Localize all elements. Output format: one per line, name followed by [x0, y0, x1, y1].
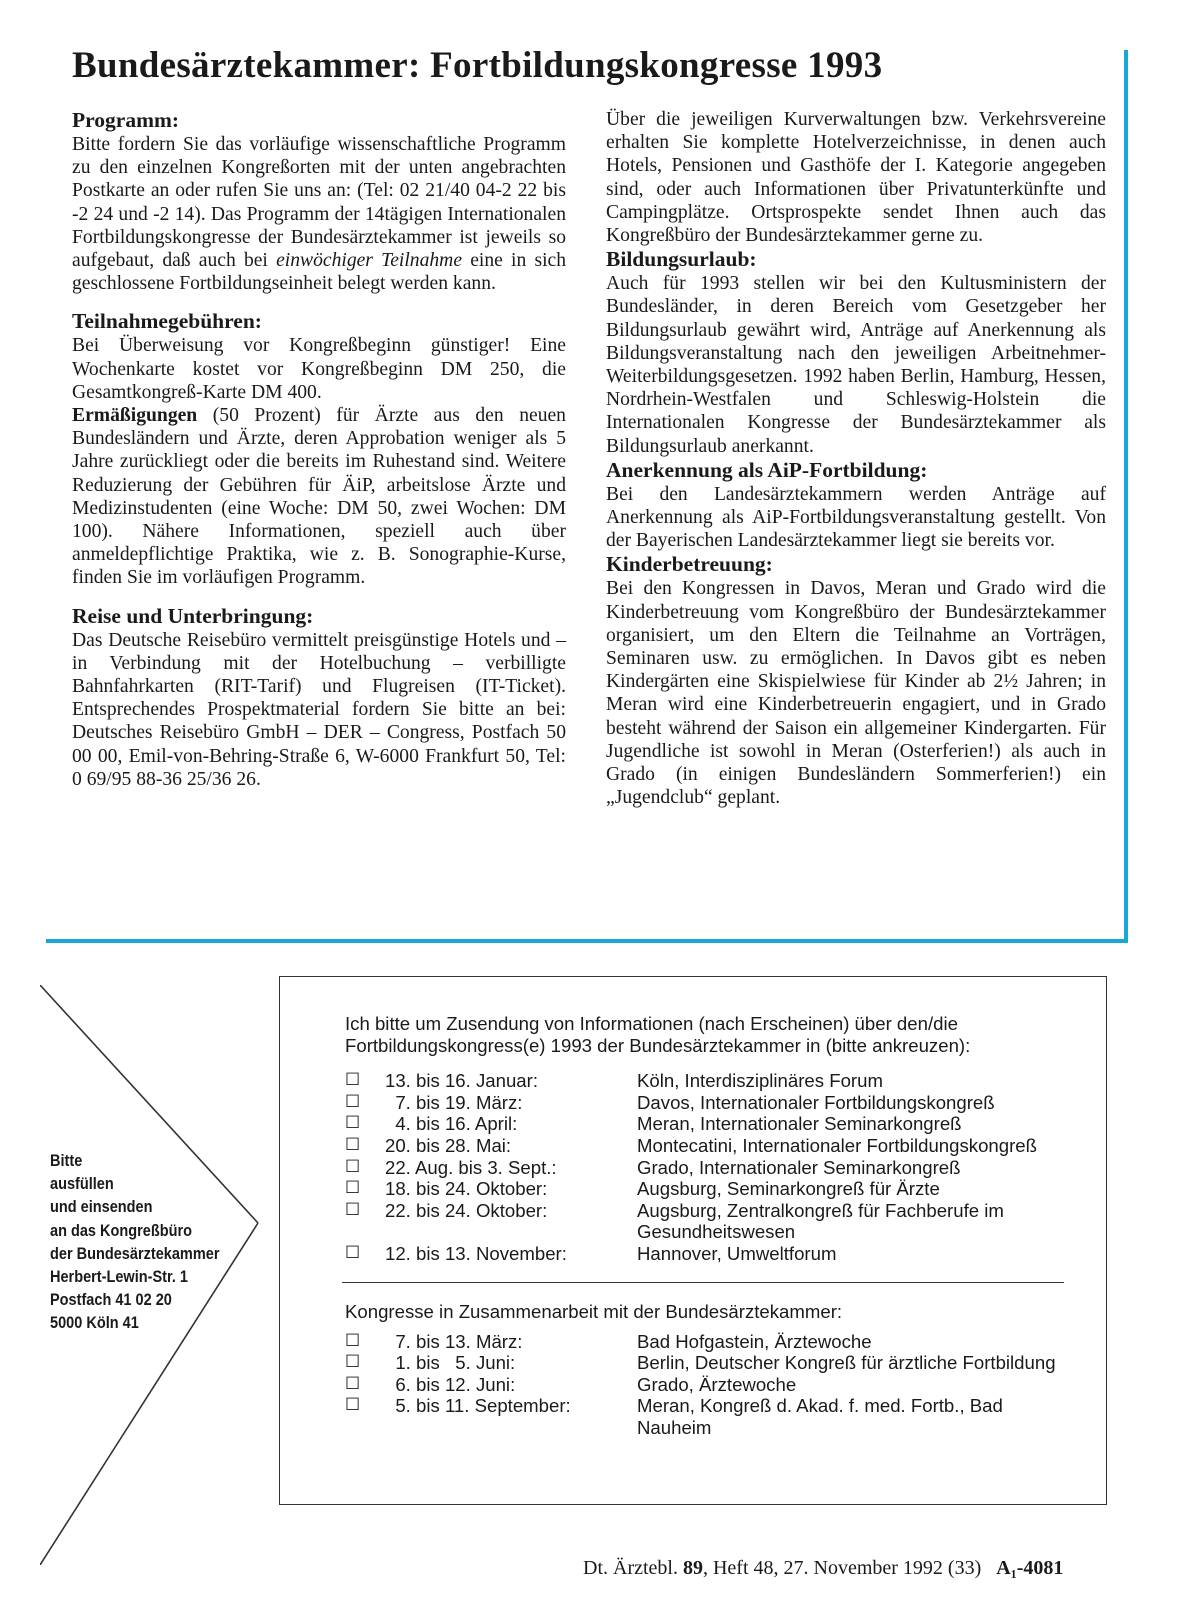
- congress-date: 22. bis 24. Oktober:: [385, 1199, 548, 1221]
- congress-row: [345, 1331, 1075, 1353]
- congress-row: [345, 1178, 1075, 1200]
- checkbox[interactable]: ☐: [345, 1199, 361, 1220]
- section-text: Bei Überweisung vor Kongreßbeginn günstiger! Eine Wochenkarte kostet vor Kongreßbeginn DM 250, die Gesamtkongreß-Karte DM 400. Ermäßigungen (50 Prozent) für Ärzte aus den neuen Bundesländern und Ärzte, deren Approbation weniger als 5 Jahre zurückliegt oder die bereits im Ruhestand sind. Weitere Reduzierung der Gebühren für ÄiP, arbeitslose Ärzte und Medizinstudenten (eine Woche: DM 50, zwei Wochen: DM 100). Nähere Informationen, speziell auch über anmeldepflichtige Praktika, wie z. B. Sonographie-Kurse, finden Sie im vorläufigen Programm.: [72, 335, 566, 589]
- congress-place: Bad Hofgastein, Ärztewoche: [637, 1330, 872, 1352]
- checkbox[interactable]: ☐: [345, 1242, 361, 1263]
- congress-place: Berlin, Deutscher Kongreß für ärztliche Fortbildung: [637, 1352, 1056, 1374]
- congress-date: 7. bis 13. März:: [385, 1330, 523, 1352]
- section-text: Bei den Kongressen in Davos, Meran und Grado wird die Kinderbetreuung vom Kongreßbüro der Bundesärztekammer organisiert, um den Eltern die Teilnahme an Vorträgen, Seminaren usw. zu ermöglichen. In Davos gibt es neben Kindergärten eine Skispielwiese für Kinder ab 2½ Jahren; in Meran wird eine Kinderbetreuerin engagiert, und in Grado besteht während der Saison ein allgemeiner Kindergarten. Für Jugendliche ist sowohl in Meran (Osterferien!) als auch in Grado (in einigen Bundesländern Sommerferien!) ein „Jugendclub“ geplant.: [606, 578, 1106, 809]
- congress-date: 5. bis 11. September:: [385, 1395, 571, 1417]
- congress-list: [345, 1070, 1075, 1264]
- sender-address: Bitte ausfüllen und einsenden an das Kongreßbüro der Bundesärztekammer Herbert-Lewin-Str. 1 Postfach 41 02 20 5000 Köln 41: [50, 1152, 220, 1333]
- order-form: [345, 1013, 1075, 1439]
- checkbox[interactable]: ☐: [345, 1395, 361, 1416]
- page-footer: Dt. Ärztebl. 89, Heft 48, 27. November 1992 (33) A₁-4081: [583, 1557, 1064, 1579]
- congress-place: Augsburg, Seminarkongreß für Ärzte: [637, 1178, 940, 1200]
- congress-date: 7. bis 19. März:: [385, 1091, 523, 1113]
- section-text: Bitte fordern Sie das vorläufige wissenschaftliche Programm zu den einzelnen Kongreßorten mit der unten angebrachten Postkarte an oder rufen Sie uns an: (Tel: 02 21/40 04-2 22 bis -2 24 und -2 14). Das Programm der 14tägigen Internationalen Fortbildungskongresse der Bundesärztekammer ist jeweils so aufgebaut, daß auch bei einwöchiger Teilnahme eine in sich geschlossene Fortbildungseinheit belegt werden kann.: [72, 134, 567, 295]
- congress-place: Meran, Kongreß d. Akad. f. med. Fortb., Bad Nauheim: [637, 1395, 1003, 1438]
- congress-date: 20. bis 28. Mai:: [385, 1134, 512, 1156]
- congress-place: Grado, Ärztewoche: [637, 1373, 797, 1395]
- checkbox[interactable]: ☐: [345, 1330, 361, 1351]
- congress-place: Köln, Interdisziplinäres Forum: [637, 1070, 883, 1092]
- congress-row: [345, 1092, 1075, 1114]
- congress-place: Davos, Internationaler Fortbildungskongreß: [637, 1091, 995, 1113]
- checkbox[interactable]: ☐: [345, 1113, 361, 1134]
- congress-date: 6. bis 12. Juni:: [385, 1373, 516, 1395]
- congress-place: Augsburg, Zentralkongreß für Fachberufe im Gesundheitswesen: [637, 1199, 1004, 1243]
- checkbox[interactable]: ☐: [345, 1070, 361, 1091]
- section-heading: Anerkennung als AiP-Fortbildung:: [606, 457, 928, 482]
- congress-row: [345, 1352, 1075, 1374]
- page-title: Bundesärztekammer: Fortbildungskongresse 1993: [72, 45, 883, 86]
- section-text: Über die jeweiligen Kurverwaltungen bzw. Verkehrsvereine erhalten Sie komplette Hotelverzeichnisse, in denen auch Hotels, Pensionen und Gasthöfe der I. Kategorie angegeben sind, oder auch Informationen über Privatunterkünfte und Campingplätze. Ortsprospekte sendet Ihnen auch das Kongreßbüro der Bundesärztekammer gerne zu.: [606, 109, 1106, 247]
- left-column: [72, 108, 566, 791]
- congress-date: 4. bis 16. April:: [385, 1113, 518, 1135]
- congress-date: 18. bis 24. Oktober:: [385, 1178, 548, 1200]
- checkbox[interactable]: ☐: [345, 1156, 361, 1177]
- form-intro: Ich bitte um Zusendung von Informationen (nach Erscheinen) über den/die Fortbildungskongress(e) 1993 der Bundesärztekammer in (bitte ankreuzen):: [345, 1013, 971, 1056]
- checkbox[interactable]: ☐: [345, 1373, 361, 1394]
- congress-place: Meran, Internationaler Seminarkongreß: [637, 1113, 962, 1135]
- cyan-horizontal-rule: [46, 939, 1128, 943]
- checkbox[interactable]: ☐: [345, 1178, 361, 1199]
- section-text: Bei den Landesärztekammern werden Anträge auf Anerkennung als AiP-Fortbildungsveranstaltung gestellt. Von der Bayerischen Landesärztekammer liegt sie bereits vor.: [606, 483, 1106, 552]
- form-divider: [342, 1282, 1064, 1284]
- partner-congress-list: [345, 1331, 1075, 1439]
- section-heading: Reise und Unterbringung:: [72, 603, 314, 628]
- congress-date: 13. bis 16. Januar:: [385, 1070, 538, 1092]
- congress-date: 22. Aug. bis 3. Sept.:: [385, 1156, 557, 1178]
- congress-place: Hannover, Umweltforum: [637, 1242, 837, 1264]
- congress-row: [345, 1200, 1075, 1243]
- checkbox[interactable]: ☐: [345, 1352, 361, 1373]
- congress-row: [345, 1243, 1075, 1265]
- section-text: Auch für 1993 stellen wir bei den Kultusministern der Bundesländer, in deren Bereich vom Gesetzgeber her Bildungsurlaub gewährt wird, Anträge auf Anerkennung als Bildungsveranstaltung nach den jeweiligen Arbeitnehmer-Weiterbildungsgesetzen. 1992 haben Berlin, Hamburg, Hessen, Nordrhein-Westfalen und Schleswig-Holstein die Internationalen Kongresse der Bundesärztekammer als Bildungsurlaub anerkannt.: [606, 273, 1106, 457]
- cyan-vertical-rule: [1124, 50, 1128, 943]
- form-subheading: Kongresse in Zusammenarbeit mit der Bundesärztekammer:: [345, 1301, 843, 1323]
- congress-row: [345, 1374, 1075, 1396]
- congress-row: [345, 1135, 1075, 1157]
- section-heading: Kinderbetreuung:: [606, 552, 773, 577]
- congress-place: Montecatini, Internationaler Fortbildungskongreß: [637, 1134, 1037, 1156]
- section-text: Das Deutsche Reisebüro vermittelt preisgünstige Hotels und – in Verbindung mit der Hotelbuchung – verbilligte Bahnfahrkarten (RIT-Tarif) und Flugreisen (IT-Ticket). Entsprechendes Prospektmaterial fordern Sie bitte an bei: Deutsches Reisebüro GmbH – DER – Congress, Postfach 50 00 00, Emil-von-Behring-Straße 6, W-6000 Frankfurt 50, Tel: 0 69/95 88-36 25/36 26.: [72, 629, 566, 790]
- congress-row: [345, 1113, 1075, 1135]
- congress-row: [345, 1157, 1075, 1179]
- section-heading: Teilnahmegebühren:: [72, 309, 262, 334]
- section-heading: Programm:: [72, 108, 180, 132]
- congress-row: [345, 1395, 1075, 1438]
- congress-row: [345, 1070, 1075, 1092]
- congress-date: 12. bis 13. November:: [385, 1242, 567, 1264]
- right-column: [606, 108, 1106, 809]
- congress-place: Grado, Internationaler Seminarkongreß: [637, 1156, 961, 1178]
- section-heading: Bildungsurlaub:: [606, 247, 757, 272]
- checkbox[interactable]: ☐: [345, 1134, 361, 1155]
- checkbox[interactable]: ☐: [345, 1091, 361, 1112]
- congress-date: 1. bis 5. Juni:: [385, 1352, 516, 1374]
